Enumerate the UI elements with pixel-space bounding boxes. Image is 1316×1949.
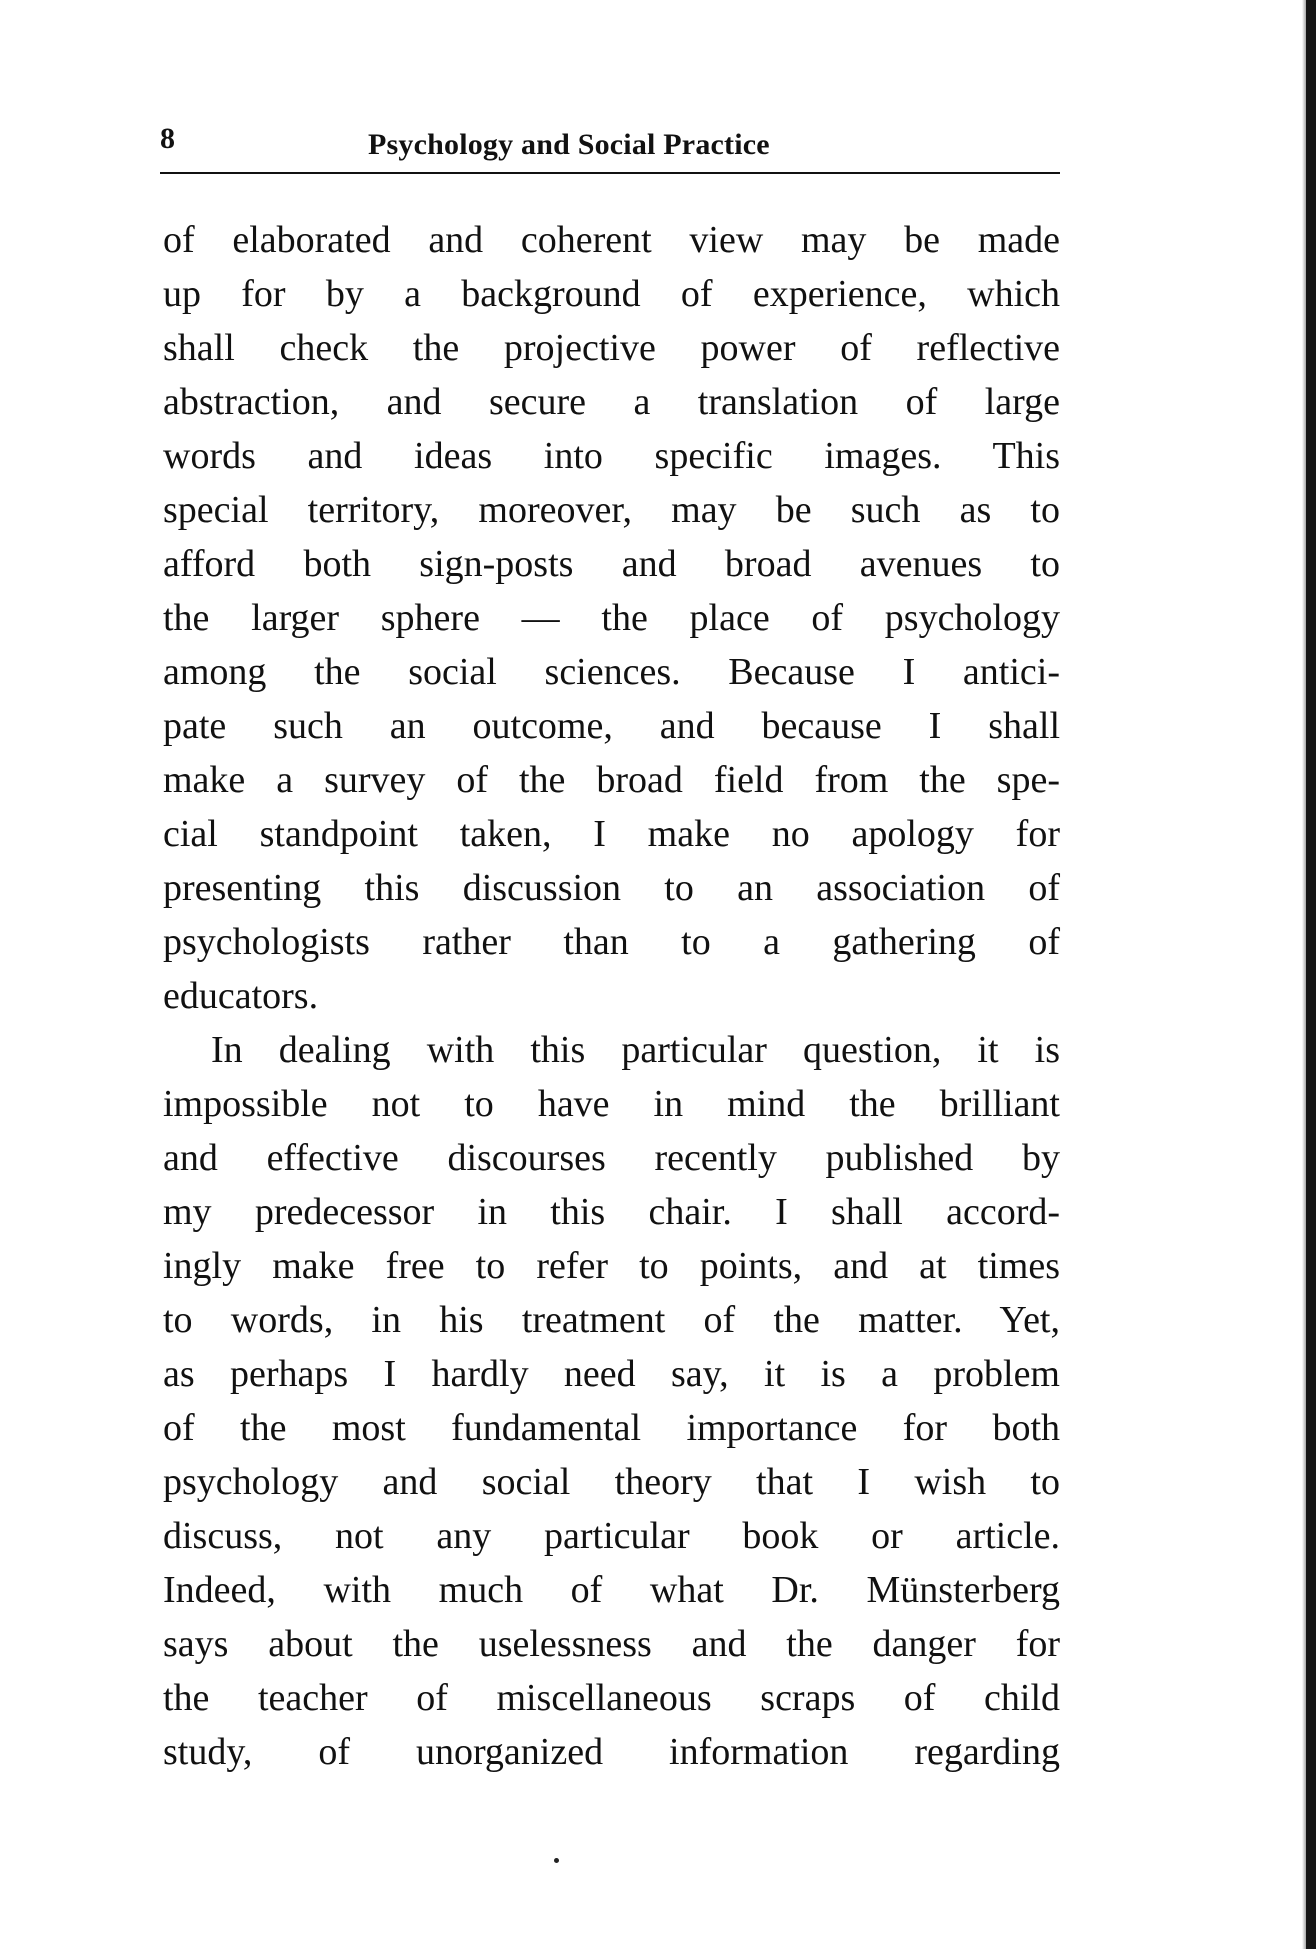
text-line: presenting this discussion to an association of [163, 867, 1060, 909]
text-line: ingly make free to refer to points, and at times [163, 1245, 1060, 1287]
text-line: abstraction, and secure a translation of large [163, 381, 1060, 423]
text-line: as perhaps I hardly need say, it is a problem [163, 1353, 1060, 1395]
text-line: afford both sign-posts and broad avenues to [163, 543, 1060, 585]
text-line: discuss, not any particular book or article. [163, 1515, 1060, 1557]
text-line: my predecessor in this chair. I shall accord- [163, 1191, 1060, 1233]
paragraph [163, 1023, 1060, 1779]
text-line: among the social sciences. Because I antici- [163, 651, 1060, 693]
text-line: the teacher of miscellaneous scraps of child [163, 1677, 1060, 1719]
paragraph [163, 213, 1060, 1023]
text-line: pate such an outcome, and because I shall [163, 705, 1060, 747]
text-line: educators. [163, 975, 319, 1017]
text-line: In dealing with this particular question, it is [211, 1029, 1060, 1071]
text-line: the larger sphere — the place of psychology [163, 597, 1060, 639]
text-line: psychologists rather than to a gathering of [163, 921, 1060, 963]
ink-speck [554, 1858, 559, 1863]
binding-edge [1306, 0, 1316, 1949]
running-head [160, 118, 1060, 174]
text-line: study, of unorganized information regarding [163, 1731, 1060, 1773]
text-line: shall check the projective power of reflective [163, 327, 1060, 369]
text-line: of elaborated and coherent view may be made [163, 219, 1060, 261]
header-rule [160, 172, 1060, 174]
text-line: and effective discourses recently published by [163, 1137, 1060, 1179]
text-line: of the most fundamental importance for both [163, 1407, 1060, 1449]
text-line: words and ideas into specific images. This [163, 435, 1060, 477]
running-title: Psychology and Social Practice [368, 128, 770, 161]
text-line: psychology and social theory that I wish to [163, 1461, 1060, 1503]
page-number: 8 [160, 122, 175, 155]
text-line: make a survey of the broad field from the spe- [163, 759, 1060, 801]
text-line: Indeed, with much of what Dr. Münsterberg [163, 1569, 1060, 1611]
text-line: up for by a background of experience, which [163, 273, 1060, 315]
text-line: says about the uselessness and the danger for [163, 1623, 1060, 1665]
text-line: special territory, moreover, may be such as to [163, 489, 1060, 531]
text-line: cial standpoint taken, I make no apology for [163, 813, 1060, 855]
text-line: to words, in his treatment of the matter. Yet, [163, 1299, 1060, 1341]
text-line: impossible not to have in mind the brilliant [163, 1083, 1060, 1125]
body-text [163, 213, 1060, 1779]
